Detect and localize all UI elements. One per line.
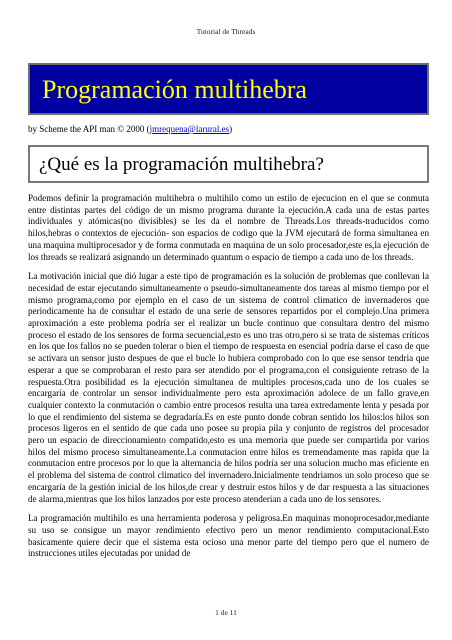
page-number: 1 de 11 (215, 608, 237, 617)
byline-prefix: by Scheme the API man © 2000 ( (28, 124, 150, 134)
paragraph: Podemos definir la programación multihebra o multihilo como un estilo de ejecucion en el que se conmuta entre distintas partes del código de un mismo programa durante la ejecución.A cada una de estas partes individuales y atómicas(no divisibles) se les da el nombre de Threads.Los threads-traducidos como hilos,hebras o contextos de ejecución- son espacios de codigo que la JVM ejecutará de forma simultanea en una maquina multiprocesador y de forma conmutada en maquina de un solo procesador,este es,la ejecución de los threads se realizará asignando un determinado quantum o espacio de tiempo a cada uno de los threads. (28, 193, 429, 262)
section-title: ¿Qué es la programación multihebra? (39, 154, 324, 175)
section-heading-box (28, 145, 429, 183)
body-text (28, 193, 429, 568)
author-email-link[interactable]: jmrequena@larural.es (149, 124, 230, 134)
paragraph: La motivación inicial que dió lugar a este tipo de programación es la solución de problemas que conllevan la necesidad de estar ejecutando simultaneamente o pseudo-simultaneamente dos tareas al mismo tiempo por el mismo programa,como por ejemplo en el caso de un sistema de control climatico de invernaderos que periodicamente ha de consultar el estado de una serie de sensores repartidos por el complejo.Una primera aproximación a este problema podría ser el realizar un bucle continuo que consultara dentro del mismo proceso el estado de los sensores de forma secuencial,esto es uno tras otro,pero si se trata de sistemas críticos en los que los fallos no se pueden tolerar o bien el tiempo de respuesta en esencial podría darse el caso de que se activara un sensor justo despues de que el bucle lo hubiera comprobado con lo que ese sensor tendria que esperar a que se comprobaran el resto para ser atendido por el programa,con el consiguiente retraso de la respuesta.Otra posibilidad es la ejecución simultanea de multiples procesos,cada uno de los cuales se encargaría de controlar un sensor individualmente pero esta aproximación adolece de un fallo grave,en cualquier contexto la conmutación o cambio entre procesos resulta una tarea extredamente lenta y pesada por lo que el rendimiento del sistema se degradaría.Es en este punto donde cobran sentido los hilos:los hilos son procesos ligeros en el sentido de que cada uno posee su propia pila y conjunto de registros del procesador pero un espacio de direccionamiento compatido,esto es una memoria que puede ser compartida por varios hilos del mismo proceso simultaneamente.La conmutacion entre hilos es tremendamente mas rapida que la conmutacion entre procesos por lo que la alternancia de hilos podría ser una solucion mucho mas eficiente en el problema del sistema de control climatico del invernadero.Inicialmente tendriamos un solo proceso que se encargaría de la gestión inicial de los hilos,de crear y destruir estos hilos y de dar respuesta a las situaciones de alarma,mientras que los hilos lanzados por este proceso atenderian a cada uno de los sensores. (28, 271, 429, 504)
byline-suffix: ) (229, 124, 233, 134)
document-title: Programación multihebra (42, 75, 307, 104)
page-header: Tutorial de Threads (196, 27, 256, 36)
title-banner (28, 63, 429, 115)
paragraph: La programación multihilo es una herramienta poderosa y peligrosa.En maquinas monoprocesador,mediante su uso se consigue un mayor rendimiento efectivo pero un menor rendimiento computacional.Esto basicamente quiere decir que el sistema esta ocioso una menor parte del tiempo pero que el numero de instrucciones utiles ejecutadas por unidad de (28, 513, 429, 559)
byline (28, 124, 232, 134)
